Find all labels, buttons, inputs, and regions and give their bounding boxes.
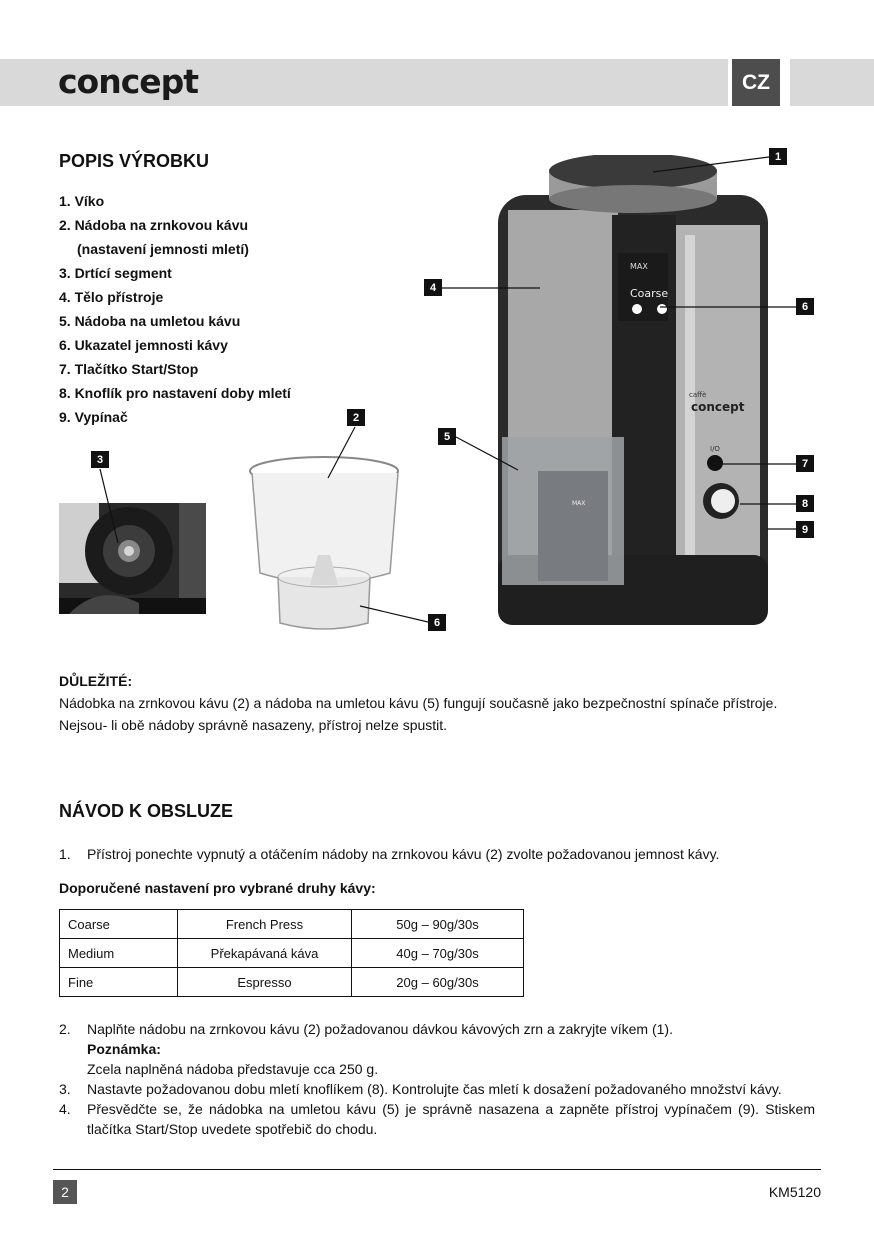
callout-label: 6 <box>796 298 814 315</box>
callout-label: 2 <box>347 409 365 426</box>
important-line: Nejsou- li obě nádoby správně nasazeny, přístroj nelze spustit. <box>59 717 448 733</box>
callout-label: 6 <box>428 614 446 631</box>
coarse-label: Coarse <box>630 287 669 300</box>
callout-label: 3 <box>91 451 109 468</box>
list-item: 4. Tělo přístroje <box>59 289 164 305</box>
list-item: 8. Knoflík pro nastavení doby mletí <box>59 385 291 401</box>
callout-label: 5 <box>438 428 456 445</box>
steps-2-4 <box>59 1019 815 1139</box>
step-1 <box>59 844 815 864</box>
important-line: Nádobka na zrnkovou kávu (2) a nádoba na umletou kávu (5) fungují současně jako bezpečnostní spínače přístroje. <box>59 695 778 711</box>
recommended-settings-title: Doporučené nastavení pro vybrané druhy kávy: <box>59 880 376 896</box>
step-number: 2. <box>59 1021 71 1037</box>
list-item: 2. Nádoba na zrnkovou kávu <box>59 217 249 233</box>
caffe-label: caffè <box>689 391 707 399</box>
callout-label: 4 <box>424 279 442 296</box>
list-item: 3. Drtící segment <box>59 265 172 281</box>
table-cell: 50g – 90g/30s <box>352 910 524 939</box>
list-item: (nastavení jemnosti mletí) <box>77 241 249 257</box>
jar-max-label: MAX <box>572 500 586 507</box>
table-cell: 40g – 70g/30s <box>352 939 524 968</box>
note-label: Poznámka: <box>87 1041 161 1057</box>
callout-label: 9 <box>796 521 814 538</box>
table-cell: French Press <box>178 910 352 939</box>
io-label: I/O <box>710 445 720 453</box>
step-number: 4. <box>59 1101 71 1117</box>
callout-label: 7 <box>796 455 814 472</box>
important-title: DŮLEŽITÉ: <box>59 673 133 689</box>
table-row <box>60 910 524 939</box>
list-item: 1. Víko <box>59 193 105 209</box>
table-cell: Fine <box>60 968 178 997</box>
table-row <box>60 939 524 968</box>
page-number: 2 <box>53 1180 77 1204</box>
list-item: 5. Nádoba na umletou kávu <box>59 313 241 329</box>
callout-label: 8 <box>796 495 814 512</box>
note-text: Zcela naplněná nádoba představuje cca 250 g. <box>87 1061 379 1077</box>
footer-divider <box>53 1169 821 1170</box>
step-number: 1. <box>59 846 71 862</box>
table-cell: Coarse <box>60 910 178 939</box>
list-item: 9. Vypínač <box>59 409 128 425</box>
step-text: Přesvědčte se, že nádobka na umletou kávu (5) je správně nasazena a zapněte přístroj vypínačem (9). Stiskem tlačítka Start/Stop uvedete spotřebič do chodu. <box>87 1101 815 1137</box>
table-cell: 20g – 60g/30s <box>352 968 524 997</box>
device-brand-label: concept <box>691 400 745 414</box>
language-badge: CZ <box>732 59 780 106</box>
table-row <box>60 968 524 997</box>
max-label: MAX <box>630 262 648 271</box>
table-cell: Překapávaná káva <box>178 939 352 968</box>
brand-logo: concept <box>58 62 199 101</box>
callout-label: 1 <box>769 148 787 165</box>
step-number: 3. <box>59 1081 71 1097</box>
list-item: 6. Ukazatel jemnosti kávy <box>59 337 228 353</box>
instructions-title: NÁVOD K OBSLUZE <box>59 801 234 821</box>
settings-table <box>59 909 524 997</box>
product-title: POPIS VÝROBKU <box>59 151 210 171</box>
step-text: Nastavte požadovanou dobu mletí knoflíkem (8). Kontrolujte čas mletí k dosažení požadovaného množství kávy. <box>87 1081 782 1097</box>
step-text: Přístroj ponechte vypnutý a otáčením nádoby na zrnkovou kávu (2) zvolte požadovanou jemnost kávy. <box>87 846 720 862</box>
table-cell: Medium <box>60 939 178 968</box>
table-cell: Espresso <box>178 968 352 997</box>
model-number: KM5120 <box>768 1184 821 1200</box>
list-item: 7. Tlačítko Start/Stop <box>59 361 199 377</box>
step-text: Naplňte nádobu na zrnkovou kávu (2) požadovanou dávkou kávových zrn a zakryjte víkem (1). <box>87 1021 673 1037</box>
